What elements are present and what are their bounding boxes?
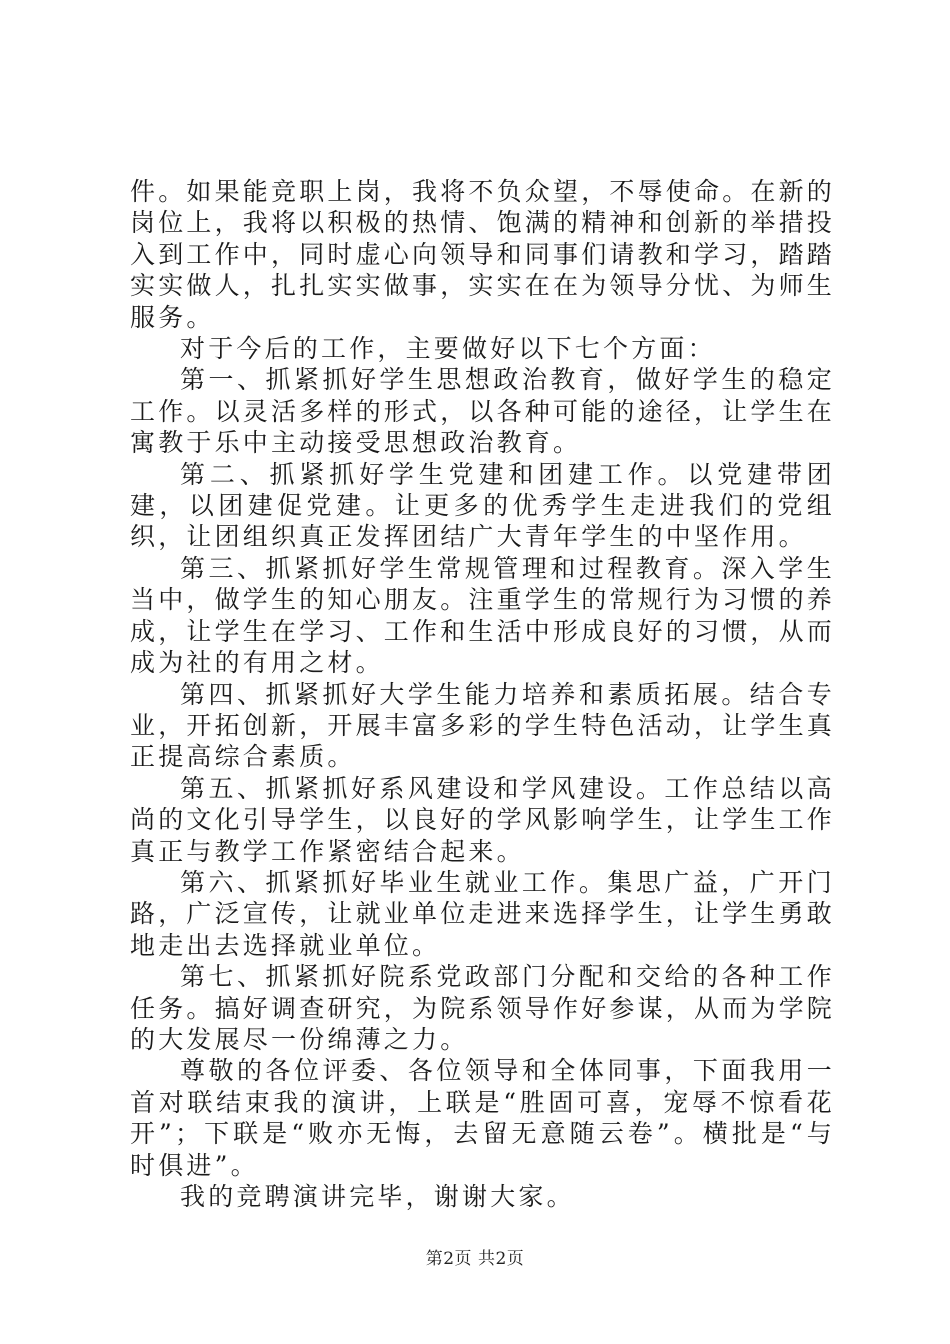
paragraph-point-3: 第三、抓紧抓好学生常规管理和过程教育。深入学生当中，做学生的知心朋友。注重学生的常规行为习惯的养成，让学生在学习、工作和生活中形成良好的习惯，从而成为社的有用之材。 [130,553,836,678]
paragraph-point-4: 第四、抓紧抓好大学生能力培养和素质拓展。结合专业，开拓创新，开展丰富多彩的学生特色活动，让学生真正提高综合素质。 [130,679,836,772]
document-body [130,176,835,1212]
paragraph-couplet-closing: 尊敬的各位评委、各位领导和全体同事，下面我用一首对联结束我的演讲，上联是“胜固可喜，宠辱不惊看花开”；下联是“败亦无悔，去留无意随云卷”。横批是“与时俱进”。 [130,1056,835,1180]
paragraph-continuation: 件。如果能竞职上岗，我将不负众望，不辱使命。在新的岗位上，我将以积极的热情、饱满的精神和创新的举措投入到工作中，同时虚心向领导和同事们请教和学习，踏踏实实做人，扎扎实实做事，实实在在为领导分忧、为师生服务。 [130,177,836,332]
paragraph-intro-seven-aspects: 对于今后的工作，主要做好以下七个方面： [180,334,716,364]
paragraph-point-6: 第六、抓紧抓好毕业生就业工作。集思广益，广开门路，广泛宣传，让就业单位走进来选择学生，让学生勇敢地走出去选择就业单位。 [130,867,836,960]
paragraph-point-2: 第二、抓紧抓好学生党建和团建工作。以党建带团建，以团建促党建。让更多的优秀学生走进我们的党组织，让团组织真正发挥团结广大青年学生的中坚作用。 [130,459,835,552]
paragraph-point-5: 第五、抓紧抓好系风建设和学风建设。工作总结以高尚的文化引导学生，以良好的学风影响学生，让学生工作真正与教学工作紧密结合起来。 [130,773,836,866]
paragraph-point-7: 第七、抓紧抓好院系党政部门分配和交给的各种工作任务。搞好调查研究，为院系领导作好参谋，从而为学院的大发展尽一份绵薄之力。 [130,962,836,1054]
paragraph-thanks: 我的竞聘演讲完毕，谢谢大家。 [180,1182,575,1211]
paragraph-point-1: 第一、抓紧抓好学生思想政治教育，做好学生的稳定工作。以灵活多样的形式，以各种可能的途径，让学生在寓教于乐中主动接受思想政治教育。 [130,365,836,458]
page-number-footer: 第2页 共2页 [425,1249,525,1269]
